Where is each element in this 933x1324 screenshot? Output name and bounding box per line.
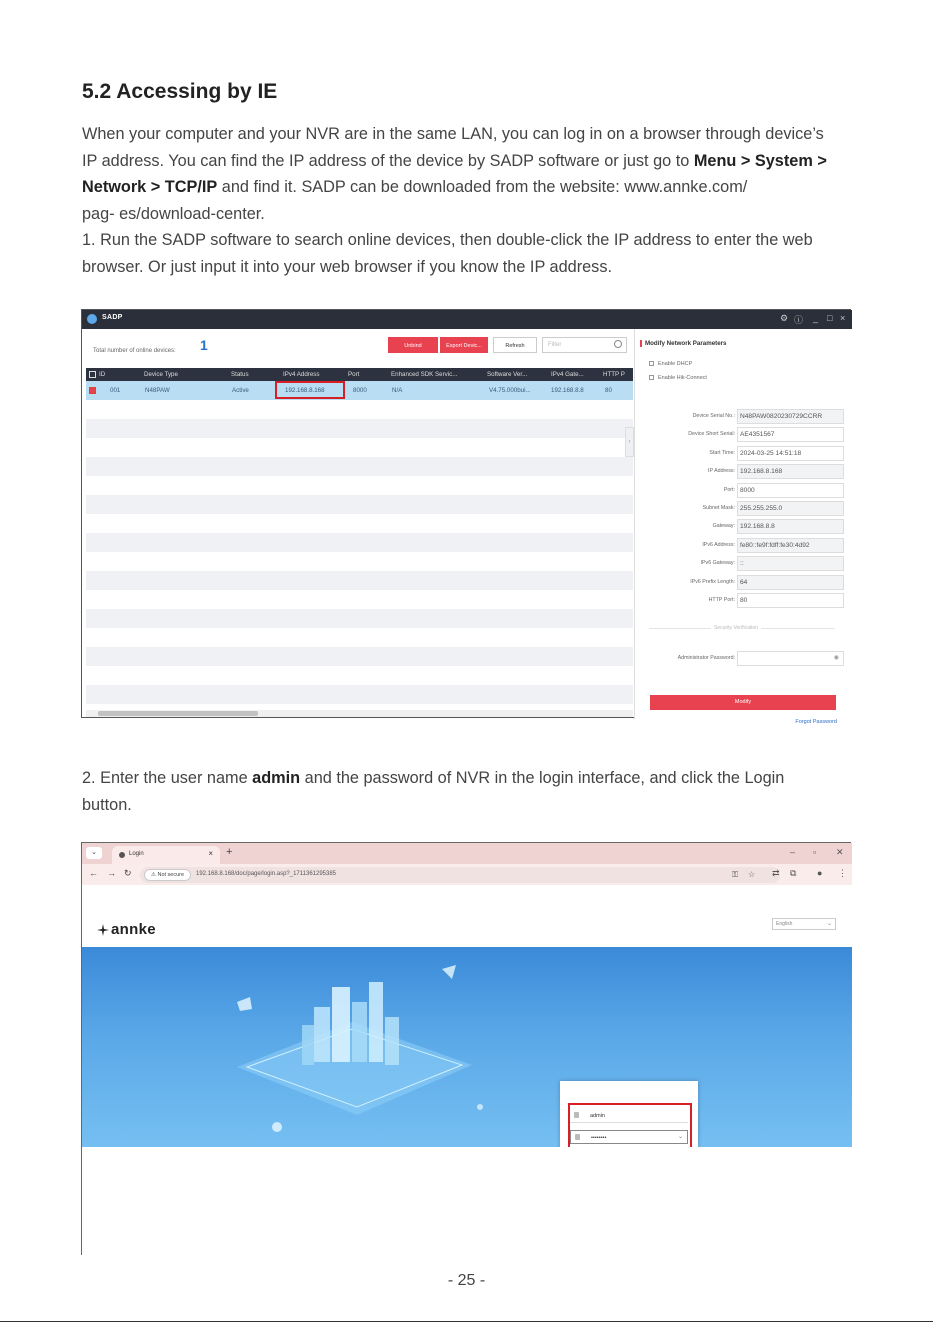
- parameter-field: [645, 501, 850, 516]
- step1-line-2: browser. Or just input it into your web browser if you know the IP address.: [82, 257, 612, 276]
- cell-id: 001: [110, 387, 121, 394]
- close-icon[interactable]: ×: [840, 313, 846, 323]
- modify-network-panel: [634, 329, 852, 725]
- key-icon[interactable]: ⚿: [732, 870, 739, 879]
- parameter-label: IPv6 Address:: [702, 541, 735, 548]
- search-icon: [614, 340, 622, 348]
- admin-password-input[interactable]: [737, 651, 844, 666]
- panel-title: Modify Network Parameters: [645, 340, 727, 347]
- cell-software: V4.75.000bui...: [489, 387, 531, 394]
- cell-ipv4[interactable]: 192.168.8.168: [285, 387, 325, 394]
- page-number: - 25 -: [447, 1272, 486, 1289]
- parameter-label: IPv6 Gateway:: [700, 560, 735, 567]
- intro-line-3: [82, 174, 882, 201]
- extensions-icon[interactable]: ⧉: [790, 868, 797, 878]
- parameter-label: HTTP Port:: [708, 597, 735, 603]
- warning-icon: ⚠: [151, 872, 156, 878]
- empty-row: [86, 495, 633, 514]
- enable-dhcp-checkbox[interactable]: [649, 361, 692, 367]
- parameter-label: IP Address:: [708, 468, 735, 475]
- step2-line-2: button.: [82, 795, 132, 814]
- step2-suffix: and the password of NVR in the login interface, and click the Login: [300, 769, 785, 787]
- step2-paragraph: [82, 765, 882, 818]
- export-button[interactable]: Export Devic...: [440, 337, 488, 353]
- translate-icon[interactable]: ⇄: [772, 868, 780, 878]
- settings-icon[interactable]: ⚙: [780, 313, 789, 323]
- tab-search-icon[interactable]: ⌄: [86, 847, 102, 859]
- network-path-bold: Network > TCP/IP: [82, 178, 218, 196]
- parameter-value-input[interactable]: 192.168.8.8: [737, 519, 844, 534]
- info-icon[interactable]: ⓘ: [794, 315, 804, 325]
- parameter-label: Gateway:: [712, 523, 735, 530]
- url-field[interactable]: [140, 867, 780, 883]
- parameter-label: IPv6 Prefix Length:: [690, 578, 735, 585]
- parameter-field: [645, 538, 850, 553]
- parameter-field: [645, 409, 850, 424]
- scrollbar-thumb[interactable]: [98, 711, 258, 716]
- panel-toggle-handle[interactable]: ›: [625, 427, 634, 457]
- empty-row: [86, 647, 633, 666]
- parameter-label: Device Serial No.:: [692, 413, 735, 419]
- row-checkbox[interactable]: [89, 387, 96, 394]
- cell-status: Active: [232, 387, 249, 394]
- refresh-button[interactable]: Refresh: [493, 337, 537, 353]
- cell-http: 80: [605, 387, 612, 394]
- url-text: 192.168.8.168/doc/page/login.asp?_1711361295385: [196, 871, 337, 877]
- parameter-field: [645, 464, 850, 479]
- step2-line-1: [82, 765, 882, 792]
- profile-icon[interactable]: ●: [817, 868, 823, 878]
- empty-row: [86, 609, 633, 628]
- browser-window: [81, 842, 851, 1255]
- address-bar-row: [82, 864, 852, 885]
- parameter-field: [645, 483, 850, 498]
- close-icon[interactable]: ✕: [836, 847, 844, 857]
- menu-icon[interactable]: ⋮: [838, 868, 847, 878]
- total-devices-label: Total number of online devices:: [93, 348, 176, 354]
- col-port[interactable]: Port: [348, 371, 360, 378]
- empty-row: [86, 419, 633, 438]
- forgot-password-link[interactable]: Forgot Password: [795, 719, 837, 725]
- col-sdk[interactable]: Enhanced SDK Servic...: [391, 371, 458, 378]
- language-value: English: [776, 921, 793, 927]
- bookmark-star-icon[interactable]: ☆: [748, 870, 756, 879]
- maximize-icon[interactable]: □: [827, 313, 833, 323]
- unbind-button[interactable]: Unbind: [388, 337, 438, 353]
- parameter-field: [645, 446, 850, 461]
- new-tab-icon[interactable]: +: [226, 846, 233, 858]
- intro-line-1: When your computer and your NVR are in the same LAN, you can log in on a browser through device’s: [82, 125, 824, 143]
- chevron-down-icon: ⌄: [826, 921, 832, 927]
- back-icon[interactable]: ←: [89, 868, 98, 878]
- parameter-label: Port:: [723, 486, 735, 493]
- col-http[interactable]: HTTP P: [603, 371, 625, 378]
- col-ipv4[interactable]: IPv4 Address: [283, 371, 320, 378]
- admin-bold: admin: [252, 769, 301, 787]
- minimize-icon[interactable]: _: [813, 313, 819, 323]
- annke-logo: [97, 921, 156, 938]
- parameter-value-input[interactable]: 64: [737, 575, 844, 590]
- page-bottom-rule: [0, 1321, 933, 1322]
- not-secure-badge[interactable]: [144, 869, 191, 881]
- forward-icon[interactable]: →: [107, 868, 116, 878]
- empty-row: [86, 685, 633, 704]
- intro-line-4: pag- es/download-center.: [82, 204, 265, 223]
- page-header: [82, 885, 852, 947]
- enable-dhcp-label: Enable DHCP: [658, 361, 693, 367]
- tab-title: Login: [129, 851, 144, 857]
- parameter-value-input[interactable]: 80: [737, 593, 844, 608]
- sadp-app-name: SADP: [102, 314, 123, 321]
- page-footer-area: [82, 1147, 852, 1256]
- parameter-value-input[interactable]: 8000: [737, 483, 844, 498]
- parameter-label: Device Short Serial:: [688, 431, 735, 438]
- city-illustration: [82, 947, 852, 1147]
- login-hero-banner: [82, 947, 852, 1147]
- parameter-value-input[interactable]: AE4351567: [737, 427, 844, 442]
- menu-path-bold: Menu > System >: [693, 151, 827, 170]
- col-software[interactable]: Software Ver...: [487, 371, 528, 378]
- cell-device-type: N48PAW: [145, 387, 170, 394]
- parameter-value-input[interactable]: 2024-03-25 14:51:18: [737, 446, 844, 461]
- admin-password-field: [645, 651, 850, 666]
- device-table: [86, 368, 633, 710]
- annke-logo-icon: [97, 924, 109, 936]
- tab-bar: [82, 843, 852, 864]
- parameter-value-input[interactable]: 192.168.8.168: [737, 464, 844, 479]
- security-verification-label: Security Verification: [711, 625, 761, 631]
- sadp-titlebar: [82, 310, 852, 329]
- parameter-label: Subnet Mask:: [702, 505, 735, 511]
- table-row[interactable]: [86, 381, 633, 400]
- intro-line-2: [82, 148, 882, 175]
- password-value: ••••••••: [591, 1135, 607, 1141]
- total-devices-count: 1: [200, 337, 208, 353]
- sadp-window: [81, 309, 851, 725]
- step2-prefix: 2. Enter the user name: [82, 769, 253, 787]
- horizontal-scrollbar[interactable]: [86, 710, 633, 717]
- brand-text: annke: [111, 921, 156, 938]
- tab-close-icon[interactable]: ×: [208, 849, 213, 858]
- ip-highlight-box: [275, 381, 345, 399]
- username-value: admin: [590, 1113, 605, 1119]
- parameter-field: [645, 575, 850, 590]
- admin-password-label: Administrator Password:: [677, 655, 735, 661]
- parameter-value-input[interactable]: N48PAW0820230729CCRR: [737, 409, 844, 424]
- parameter-value-input[interactable]: fe80::fe9f:fdff:fe30:4d92: [737, 538, 844, 553]
- tab-login[interactable]: [112, 846, 220, 864]
- parameter-field: [645, 593, 850, 608]
- empty-row: [86, 571, 633, 590]
- restore-icon[interactable]: ▫: [813, 847, 817, 857]
- select-all-checkbox[interactable]: [89, 371, 96, 378]
- reload-icon[interactable]: ↻: [124, 868, 132, 878]
- section-heading: 5.2 Accessing by IE: [82, 80, 278, 103]
- enable-hik-connect-checkbox[interactable]: [649, 375, 707, 381]
- parameter-label: Start Time:: [709, 449, 735, 456]
- parameter-value-input[interactable]: ::: [737, 556, 844, 571]
- credential-highlight-box: [568, 1103, 692, 1151]
- sadp-logo-icon: [87, 314, 97, 324]
- parameter-field: [645, 519, 850, 534]
- parameter-field: [645, 427, 850, 442]
- col-gateway[interactable]: IPv4 Gate...: [551, 371, 584, 378]
- modify-button[interactable]: Modify: [650, 695, 836, 710]
- cell-gateway: 192.168.8.8: [551, 387, 584, 394]
- col-device-type[interactable]: Device Type: [144, 371, 178, 378]
- parameter-field: [645, 556, 850, 571]
- empty-row: [86, 533, 633, 552]
- intro-paragraph: [82, 121, 882, 280]
- enable-hik-label: Enable Hik-Connect: [658, 375, 707, 381]
- parameter-value-input[interactable]: 255.255.255.0: [737, 501, 844, 516]
- col-id[interactable]: ID: [99, 371, 106, 378]
- eye-icon[interactable]: ◉: [833, 655, 839, 661]
- intro-line-2-text: IP address. You can find the IP address of the device by SADP software or just go to: [82, 151, 694, 170]
- col-status[interactable]: Status: [231, 371, 249, 378]
- favicon-icon: [119, 852, 125, 858]
- table-header: [86, 368, 633, 381]
- intro-line-3-text: and find it. SADP can be downloaded from the website: www.annke.com/: [217, 178, 748, 196]
- cell-sdk: N/A: [392, 387, 403, 394]
- cell-port: 8000: [353, 387, 367, 394]
- empty-row: [86, 457, 633, 476]
- filter-input[interactable]: [542, 337, 627, 353]
- not-secure-text: Not secure: [157, 872, 185, 878]
- filter-placeholder: Filter: [548, 342, 562, 348]
- step1-line-1: 1. Run the SADP software to search online devices, then double-click the IP address to enter the web: [82, 231, 813, 249]
- language-select[interactable]: [772, 918, 836, 930]
- minimize-icon[interactable]: –: [790, 847, 796, 857]
- chevron-down-icon: ⌄: [677, 1134, 683, 1140]
